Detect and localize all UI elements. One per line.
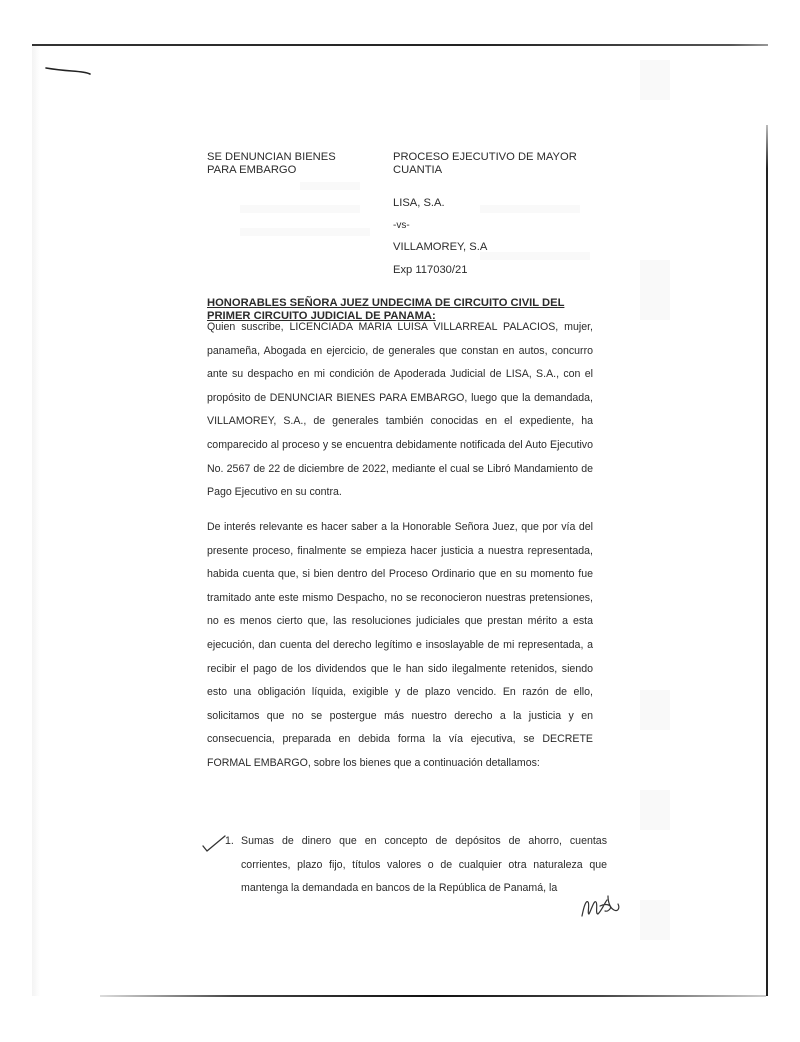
handwritten-initials-icon: [578, 892, 624, 922]
list-item-text: Sumas de dinero que en concepto de depósitos de ahorro, cuentas corrientes, plazo fijo, títulos valores o de cualquier otra naturaleza que mantenga la demandada en bancos de la República de Panamá, la: [241, 835, 607, 895]
scan-bottom-border: [100, 995, 766, 997]
process-type-line-2: CUANTIA: [393, 164, 443, 176]
defendant-name: VILLAMOREY, S.A: [393, 241, 488, 253]
scan-ghost: [240, 205, 360, 213]
process-type-line-1: PROCESO EJECUTIVO DE MAYOR: [393, 151, 577, 163]
scan-edge-shadow: [32, 46, 40, 996]
document-subject: [207, 151, 336, 177]
paragraph-introduction: Quien suscribe, LICENCIADA MARIA LUISA VILLARREAL PALACIOS, mujer, panameña, Abogada en ejercicio, de generales que constan en autos, concurro ante su despacho en mi condición de Apoderada Judicial de LISA, S.A., con el propósito de DENUNCIAR BIENES PARA EMBARGO, luego que la demandada, VILLAMOREY, S.A., de generales también conocidas en el expediente, ha comparecido al proceso y se encuentra debidamente notificada del Auto Ejecutivo No. 2567 de 22 de diciembre de 2022, mediante el cual se Libró Mandamiento de Pago Ejecutivo en su contra.: [207, 321, 593, 499]
handwritten-check-icon: [201, 834, 227, 854]
case-caption: [393, 151, 577, 277]
scan-ghost: [240, 228, 370, 236]
plaintiff-name: LISA, S.A.: [393, 197, 445, 209]
versus-label: -vs-: [393, 220, 410, 231]
scan-ghost: [640, 690, 670, 730]
assets-list: [225, 830, 607, 901]
paragraph-justification: De interés relevante es hacer saber a la Honorable Señora Juez, que por vía del presente proceso, finalmente se empieza hacer justicia a nuestra representada, habida cuenta que, si bien dentro del Proceso Ordinario que en su momento fue tramitado ante este mismo Despacho, no se reconocieron nuestras pretensiones, no es menos cierto que, las resoluciones judiciales que prestan mérito a esta ejecución, dan cuenta del derecho legítimo e insoslayable de mi representada, a recibir el pago de los dividendos que le han sido ilegalmente retenidos, siendo esto una obligación líquida, exigible y de plazo vencido. En razón de ello, solicitamos que no se postergue más nuestro derecho a la justicia y en consecuencia, preparada en debida forma la vía ejecutiva, se DECRETE FORMAL EMBARGO, sobre los bienes que a continuación detallamos:: [207, 521, 593, 769]
list-item: [225, 830, 607, 901]
scan-ghost: [640, 790, 670, 830]
scan-ghost: [640, 900, 670, 940]
subject-line-1: SE DENUNCIAN BIENES: [207, 151, 336, 163]
scan-ghost: [640, 260, 670, 320]
scan-right-border: [766, 125, 768, 996]
subject-line-2: PARA EMBARGO: [207, 164, 297, 176]
scan-top-border: [32, 44, 768, 46]
addressee-heading: HONORABLES SEÑORA JUEZ UNDECIMA DE CIRCUITO CIVIL DEL PRIMER CIRCUITO JUDICIAL DE PANAMA:: [207, 297, 565, 322]
scan-ghost: [640, 60, 670, 100]
pen-stroke-mark: [44, 66, 92, 76]
list-item-number: 1.: [225, 835, 234, 847]
case-number: Exp 117030/21: [393, 264, 468, 276]
scan-ghost: [300, 182, 360, 190]
